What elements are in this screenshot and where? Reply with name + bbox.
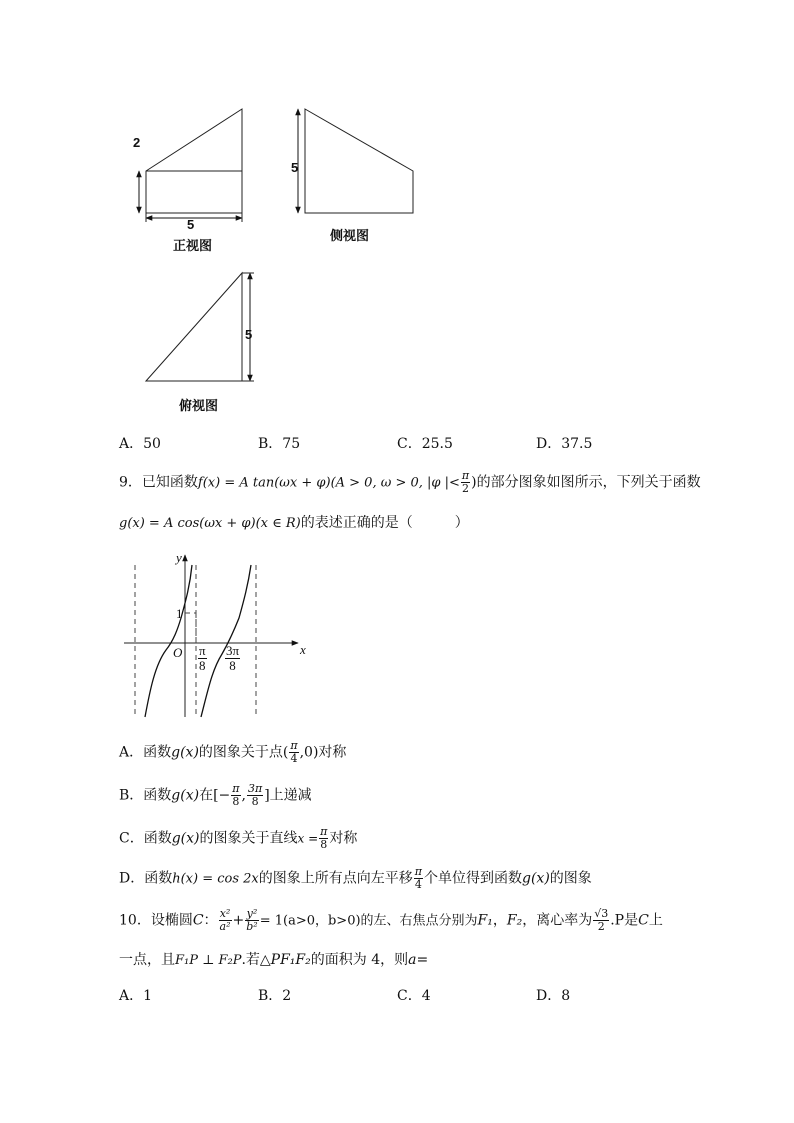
tan-branch-2: [201, 565, 251, 717]
q8-option-b: B．75: [258, 436, 301, 452]
side-view-label: 侧视图: [330, 228, 370, 243]
q10-x2: x²: [219, 907, 231, 920]
q9d-den: 4: [414, 878, 422, 891]
q8-option-d: D．37.5: [536, 436, 593, 452]
q10-perp: F₁P ⊥ F₂P: [175, 953, 242, 968]
q10-a-var: a: [408, 952, 417, 968]
q9-stem-line2: [119, 513, 469, 534]
q8-option-c: C．25.5: [397, 436, 453, 452]
q10-line2-b: .若△: [241, 952, 271, 968]
q9-func-g: g(x) = A cos(ωx + φ)(x ∈ R): [119, 516, 301, 531]
q10-line2-c: 的面积为 4，则: [310, 952, 409, 968]
q10-two: 2: [597, 920, 605, 933]
q9c-end: 对称: [329, 830, 358, 847]
q10-p-tail: .P是: [610, 912, 639, 929]
q9-func-f: f(x) = A tan(ωx + φ)(A > 0, ω > 0, |φ |<: [197, 475, 460, 491]
graph-x-label: x: [300, 642, 306, 657]
q9b-num2: 3π: [247, 782, 263, 795]
q9a-prefix: A．函数: [119, 744, 172, 761]
q10-eq-rest: = 1(a>0，b>0)的左、右焦点分别为: [259, 913, 478, 929]
q9d-h: h(x) = cos 2x: [172, 871, 259, 887]
q9a-den: 4: [290, 752, 298, 765]
q10-line1: [119, 908, 663, 933]
q9d-end: 的图象: [549, 870, 592, 887]
side-view: [298, 109, 413, 213]
q9b-end: ]上递减: [264, 787, 312, 804]
q9b-den2: 8: [251, 795, 259, 808]
q9-stem-end: 的表述正确的是（ ）: [300, 515, 469, 531]
tick-pi8-num: π: [199, 643, 206, 658]
q9-close: ): [471, 474, 477, 491]
q10-ecc: ，离心率为: [522, 912, 593, 929]
q10-option-b: B．2: [258, 988, 292, 1004]
q9a-g: g(x): [171, 744, 199, 761]
front-dim-height: 2: [133, 135, 141, 150]
q9-option-d: [119, 866, 592, 891]
q9-frac-den: 2: [462, 482, 470, 495]
q9b-g: g(x): [171, 787, 200, 804]
q9c-g: g(x): [171, 830, 200, 847]
q9a-end: ,0)对称: [299, 744, 347, 761]
q10-line2-a: 一点，且: [119, 952, 175, 968]
q10-tri: PF₁F₂: [270, 952, 311, 968]
graph-y-label: y: [176, 550, 182, 565]
q10-option-a: A．1: [119, 988, 153, 1004]
q9c-prefix: C．函数: [119, 830, 172, 847]
top-view-label: 俯视图: [179, 398, 219, 413]
q9d-num: π: [414, 865, 422, 878]
q10-option-c: C．4: [397, 988, 431, 1004]
q9b-mid: 在[−: [199, 787, 231, 804]
top-view: [146, 273, 254, 381]
q9c-mid: 的图象关于直线: [199, 830, 298, 847]
q9d-mid2: 个单位得到函数: [424, 870, 522, 887]
graph-tick-pi8: [197, 644, 208, 673]
front-view: [139, 109, 242, 222]
front-dim-width: 5: [187, 217, 195, 232]
q10-lead: 设椭圆: [150, 912, 193, 929]
graph-tick-3pi8: [224, 644, 241, 673]
q9-option-c: [119, 826, 357, 851]
q10-b2: b²: [246, 920, 258, 933]
top-dim-height: 5: [245, 327, 253, 342]
q9d-mid: 的图象上所有点向左平移: [258, 870, 413, 887]
q10-c-name: C: [192, 912, 204, 929]
q9-stem-rest: 的部分图象如图所示，下列关于函数: [476, 474, 701, 491]
q9c-eq: x =: [297, 831, 319, 846]
q9b-den1: 8: [232, 795, 240, 808]
q9c-num: π: [320, 825, 328, 838]
q10-line2-d: =: [416, 952, 429, 968]
q9-option-a: [119, 740, 346, 765]
side-dim-height: 5: [291, 160, 299, 175]
q9a-mid: 的图象关于点(: [198, 744, 289, 761]
q9-stem-line1: [119, 470, 701, 495]
q10-line2: [119, 950, 428, 971]
q9-option-b: [119, 783, 312, 808]
q9b-comma: ,: [241, 787, 246, 804]
tick-3pi8-num: 3π: [226, 643, 240, 658]
tick-pi8-den: 8: [199, 658, 206, 673]
q9d-prefix: D．函数: [119, 870, 173, 887]
graph-one-label: 1: [176, 606, 183, 621]
q9d-g: g(x): [522, 870, 550, 887]
q9a-num: π: [290, 739, 298, 752]
front-view-label: 正视图: [173, 238, 213, 253]
q10-option-d: D．8: [536, 988, 571, 1004]
q10-last: 上: [648, 912, 663, 929]
q10-number: 10．: [119, 912, 151, 929]
q10-y2: y²: [246, 907, 258, 920]
q9-number: 9．: [119, 474, 142, 491]
q9-frac-num: π: [461, 469, 470, 482]
q9-intro: 已知函数: [141, 474, 198, 491]
graph-origin-label: O: [173, 645, 183, 660]
q8-option-a: A．50: [119, 436, 161, 452]
q10-c-tail: C: [638, 912, 649, 929]
tan-graph: [124, 555, 298, 717]
q9c-den: 8: [320, 838, 328, 851]
q10-f2: F₂: [506, 912, 523, 929]
q9b-prefix: B．函数: [119, 787, 172, 804]
q10-plus: +: [232, 912, 245, 929]
q10-colon: ：: [203, 912, 218, 929]
q9b-num1: π: [232, 782, 240, 795]
tick-3pi8-den: 8: [229, 658, 236, 673]
q10-f1: F₁: [477, 912, 493, 929]
q10-sqrt3: √3: [594, 907, 609, 920]
q10-a2: a²: [219, 920, 231, 933]
q10-sep: ，: [492, 912, 507, 929]
